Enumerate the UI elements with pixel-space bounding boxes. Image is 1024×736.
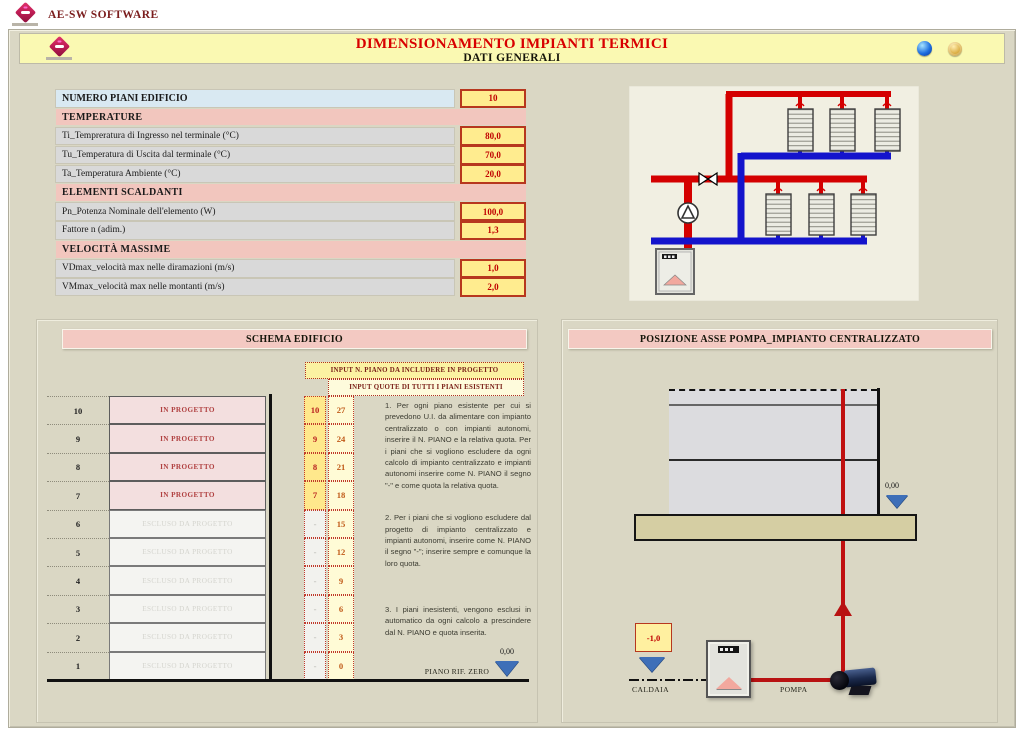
floor-number: 6 <box>47 510 109 538</box>
building-section <box>669 389 877 514</box>
floor-number: 2 <box>47 623 109 651</box>
floor-piano-cell[interactable]: 8 <box>304 453 326 481</box>
floor-piano-cell[interactable]: 7 <box>304 481 326 509</box>
floor-piano-cell[interactable]: - <box>304 595 326 623</box>
banner-icons <box>917 41 962 56</box>
boiler-icon <box>656 249 694 294</box>
floor-spacer <box>266 652 304 680</box>
floor-number: 10 <box>47 396 109 424</box>
pump-icon <box>678 203 698 223</box>
floor-spacer <box>266 481 304 509</box>
row-label: Fattore n (adim.) <box>56 222 454 239</box>
floor-status-box: ESCLUSO DA PROGETTO <box>109 623 266 651</box>
zero-quota-label: 0,00 <box>885 481 899 490</box>
floor-piano-cell[interactable]: - <box>304 623 326 651</box>
diamond-logo-icon <box>14 1 35 22</box>
floor-quota-cell[interactable]: 24 <box>328 424 354 452</box>
floor-quota-cell[interactable]: 15 <box>328 510 354 538</box>
app-logo <box>12 5 38 26</box>
floor-status-box: ESCLUSO DA PROGETTO <box>109 652 266 680</box>
floor-row <box>47 396 354 424</box>
title-banner <box>19 33 1005 64</box>
floor-piano-cell[interactable]: - <box>304 566 326 594</box>
pompa-label: POMPA <box>780 685 808 694</box>
table-row <box>56 147 526 164</box>
floor-piano-cell[interactable]: 9 <box>304 424 326 452</box>
floor-quota-cell[interactable]: 6 <box>328 595 354 623</box>
table-row <box>56 260 526 277</box>
piani-input[interactable]: 10 <box>460 89 526 109</box>
floor-status-box: IN PROGETTO <box>109 453 266 481</box>
row-label: NUMERO PIANI EDIFICIO <box>56 90 454 107</box>
floor-number: 7 <box>47 481 109 509</box>
piano-rif-zero-label: PIANO RIF. ZERO <box>424 667 490 676</box>
floor-number: 9 <box>47 424 109 452</box>
ground-quota: 0,00 <box>500 647 514 656</box>
floors-list <box>47 396 354 680</box>
impianto-schematic-image <box>629 86 919 301</box>
pump-volute <box>830 671 849 690</box>
section-title: ELEMENTI SCALDANTI <box>56 184 526 201</box>
axis-dashdot-line <box>629 679 709 681</box>
floor-row <box>47 566 354 594</box>
row-label: Ta_Temperatura Ambiente (°C) <box>56 166 454 183</box>
section-header <box>56 184 526 201</box>
table-row <box>56 222 526 239</box>
schema-edificio-panel <box>36 319 538 723</box>
page-subtitle: DATI GENERALI <box>463 52 561 64</box>
row-label: Pn_Potenza Nominale dell'elemento (W) <box>56 203 454 220</box>
floor-status-box: ESCLUSO DA PROGETTO <box>109 566 266 594</box>
floor-spacer <box>266 510 304 538</box>
floor-number: 5 <box>47 538 109 566</box>
flow-arrow-up-icon <box>834 601 852 616</box>
floor-spacer <box>266 538 304 566</box>
note-paragraph: 2. Per i piani che si vogliono escludere dal progetto di impianto centralizzato e impianti autonomi, inserire come N. PIANO il segno "-"; inserire sempre e comunque la loro quota. <box>385 513 531 568</box>
floor-quota-cell[interactable]: 18 <box>328 481 354 509</box>
floor-row <box>47 424 354 452</box>
floor-status-box: IN PROGETTO <box>109 396 266 424</box>
boiler-control-panel <box>718 646 739 653</box>
section-title: VELOCITÀ MASSIME <box>56 241 526 258</box>
row-label: Ti_Tempreratura di Ingresso nel terminale (°C) <box>56 128 454 145</box>
caldaia-label: CALDAIA <box>632 685 669 694</box>
floor-spacer <box>266 566 304 594</box>
pump-image <box>830 664 880 698</box>
schema-edificio-title: SCHEMA EDIFICIO <box>62 329 527 349</box>
row-label: Tu_Temperatura di Uscita dal terminale (°C) <box>56 147 454 164</box>
floor-separator-line <box>669 459 877 461</box>
floor-spacer <box>266 595 304 623</box>
floor-spacer <box>266 424 304 452</box>
fattore-n-input[interactable]: 1,3 <box>460 221 526 241</box>
table-row <box>56 128 526 145</box>
section-title: TEMPERATURE <box>56 109 526 126</box>
floor-number: 8 <box>47 453 109 481</box>
floor-status-box: ESCLUSO DA PROGETTO <box>109 538 266 566</box>
floor-quota-cell[interactable]: 21 <box>328 453 354 481</box>
note-paragraph: 1. Per ogni piano esistente per cui si prevedono U.I. da alimentare con impianto centralizzato o con impianti autonomi, inserire il N. PIANO e la relativa quota. Per i piani che si vogliono escludere da ogni calcolo di impianto centralizzato e impianti autonomi inserire come N. PIANO il segno "-" e come quota la relativa quota. <box>385 401 531 490</box>
floor-spacer <box>266 623 304 651</box>
ground-line <box>47 679 529 682</box>
header-input-piano: INPUT N. PIANO DA INCLUDERE IN PROGETTO <box>305 362 524 379</box>
row-label: VDmax_velocità max nelle diramazioni (m/s) <box>56 260 454 277</box>
table-row <box>56 279 526 296</box>
section-header <box>56 241 526 258</box>
floor-number: 1 <box>47 652 109 680</box>
globe-icon[interactable] <box>917 41 932 56</box>
posizione-pompa-title: POSIZIONE ASSE POMPA_IMPIANTO CENTRALIZZATO <box>568 329 992 349</box>
floor-number: 3 <box>47 595 109 623</box>
note-paragraph: 3. I piani inesistenti, vengono esclusi in automatico da ogni calcolo a prescindere dal N. PIANO e quota inserita. <box>385 605 531 637</box>
floor-row <box>47 623 354 651</box>
floor-status-box: IN PROGETTO <box>109 424 266 452</box>
floor-row <box>47 595 354 623</box>
ti-input[interactable]: 80,0 <box>460 126 526 146</box>
floor-piano-cell[interactable]: 10 <box>304 396 326 424</box>
floor-status-box: ESCLUSO DA PROGETTO <box>109 510 266 538</box>
pump-axis-marker-icon <box>639 657 665 672</box>
building-edge-line <box>269 394 272 682</box>
zero-marker-icon <box>886 495 908 508</box>
floor-separator-line <box>669 404 877 406</box>
pn-input[interactable]: 100,0 <box>460 202 526 222</box>
building-right-edge <box>877 388 880 515</box>
floor-quota-cell[interactable]: 0 <box>328 652 354 680</box>
floor-row <box>47 652 354 680</box>
section-header <box>56 109 526 126</box>
floor-spacer <box>266 453 304 481</box>
header-input-quote: INPUT QUOTE DI TUTTI I PIANI ESISTENTI <box>328 379 524 396</box>
logo-caption-bar <box>12 23 38 26</box>
main-panel <box>8 29 1016 728</box>
general-data-table <box>56 90 526 298</box>
floor-spacer <box>266 396 304 424</box>
row-label: VMmax_velocità max nelle montanti (m/s) <box>56 279 454 296</box>
floor-row <box>47 510 354 538</box>
floor-status-box: IN PROGETTO <box>109 481 266 509</box>
ta-input[interactable]: 20,0 <box>460 164 526 184</box>
table-row <box>56 90 526 107</box>
vmmax-input[interactable]: 2,0 <box>460 277 526 297</box>
floor-quota-cell[interactable]: 3 <box>328 623 354 651</box>
floor-row <box>47 453 354 481</box>
coin-icon[interactable] <box>948 42 962 56</box>
notes-list <box>385 400 531 659</box>
floor-row <box>47 538 354 566</box>
floor-status-box: ESCLUSO DA PROGETTO <box>109 595 266 623</box>
tu-input[interactable]: 70,0 <box>460 145 526 165</box>
boiler-flame-icon <box>716 677 742 689</box>
floor-piano-cell[interactable]: - <box>304 538 326 566</box>
floor-piano-cell[interactable]: - <box>304 652 326 680</box>
boiler-image <box>706 640 751 698</box>
brand-row <box>12 2 159 28</box>
floor-number: 4 <box>47 566 109 594</box>
floor-quota-cell[interactable]: 12 <box>328 538 354 566</box>
table-row <box>56 203 526 220</box>
pump-base <box>849 686 872 695</box>
posizione-pompa-panel <box>561 319 998 723</box>
floor-quota-cell[interactable]: 9 <box>328 566 354 594</box>
page-title: DIMENSIONAMENTO IMPIANTI TERMICI <box>355 36 669 52</box>
ground-slab <box>634 514 917 541</box>
vdmax-input[interactable]: 1,0 <box>460 259 526 279</box>
floor-piano-cell[interactable]: - <box>304 510 326 538</box>
pump-axis-input[interactable]: -1,0 <box>635 623 672 652</box>
table-row <box>56 166 526 183</box>
floor-row <box>47 481 354 509</box>
brand-name: AE-SW SOFTWARE <box>48 9 159 21</box>
floor-quota-cell[interactable]: 27 <box>328 396 354 424</box>
